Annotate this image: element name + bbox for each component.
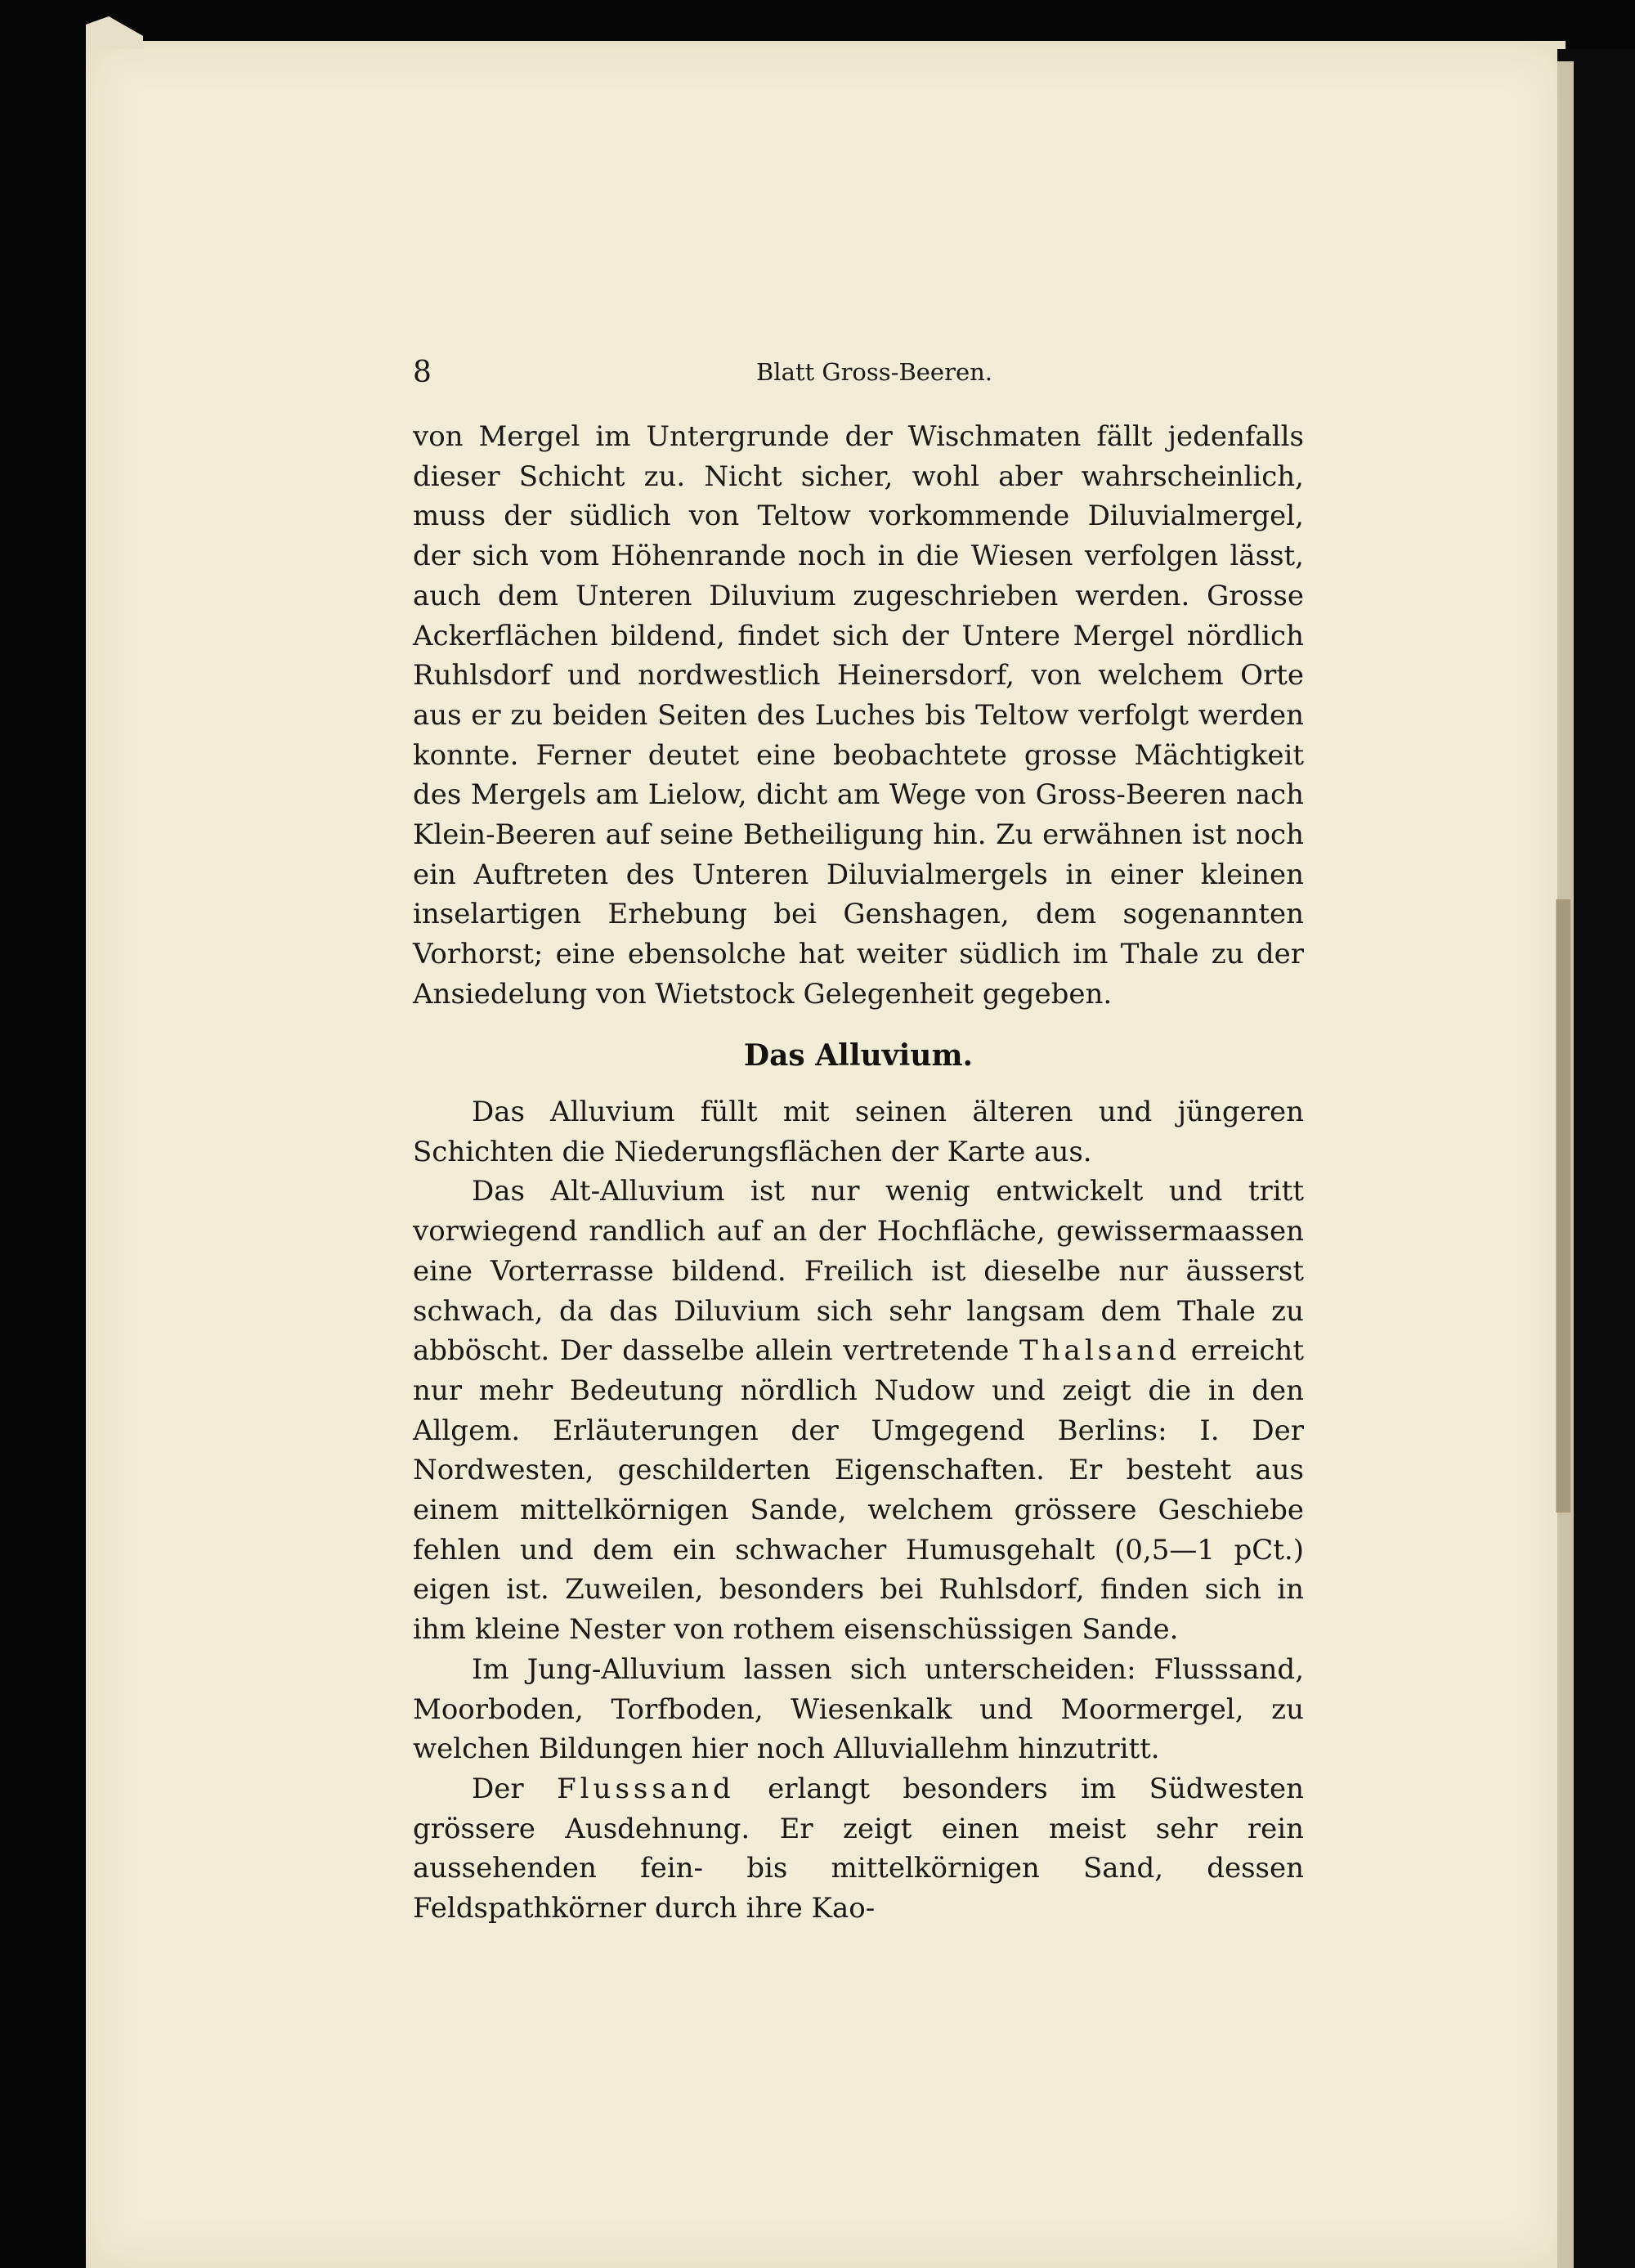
intro-paragraph: von Mergel im Untergrunde der Wischmaten fällt jedenfalls dieser Schicht zu. Nicht sicher, wohl aber wahrscheinlich, muss der südlich von Teltow vorkommende Diluvialmergel, der sich vom Höhenrande noch in die Wiesen verfolgen lässt, auch dem Unteren Diluvium zugeschrieben werden. Grosse Ackerflächen bildend, findet sich der Untere Mergel nördlich Ruhlsdorf und nordwestlich Heinersdorf, von welchem Orte aus er zu beiden Seiten des Luches bis Teltow verfolgt werden konnte. Ferner deutet eine beobachtete grosse Mächtigkeit des Mergels am Lielow, dicht am Wege von Gross-Beeren nach Klein-Beeren auf seine Betheiligung hin. Zu erwähnen ist noch ein Auftreten des Unteren Diluvialmergels in einer kleinen inselartigen Erhebung bei Genshagen, dem sogenannten Vorhorst; eine ebensolche hat weiter südlich im Thale zu der Ansiedelung von Wietstock Gelegenheit gegeben. xyxy=(413,420,1304,1011)
term-flusssand: Flusssand xyxy=(557,1772,735,1805)
body-text-top xyxy=(413,417,1304,1015)
section-heading: Das Alluvium. xyxy=(743,1038,974,1073)
paragraph-text: erlangt besonders im Südwesten grössere Ausdehnung. Er zeigt einen meist sehr rein aussehenden fein- bis mittelkörnigen Sand, dessen Feldspathkörner durch ihre Kao- xyxy=(413,1772,1304,1925)
page-number: 8 xyxy=(413,356,432,389)
page-header xyxy=(413,356,1312,397)
paragraph-text: Das Alt-Alluvium ist nur wenig entwickelt und tritt vorwiegend randlich auf an der Hochfläche, gewissermaassen eine Vorterrasse bildend. Freilich ist dieselbe nur äusserst schwach, da das Diluvium sich sehr langsam dem Thale zu abböscht. Der dasselbe allein vertretende xyxy=(413,1175,1304,1368)
body-text-section xyxy=(413,1092,1304,1929)
paragraph-alt-alluvium xyxy=(413,1172,1304,1649)
paragraph-flusssand xyxy=(413,1769,1304,1929)
paragraph-jung-alluvium: Im Jung-Alluvium lassen sich unterscheiden: Flusssand, Moorboden, Torfboden, Wiesenkalk und Moormergel, zu welchen Bildungen hier noch Alluviallehm hinzutritt. xyxy=(413,1652,1304,1766)
running-head: Blatt Gross-Beeren. xyxy=(756,358,993,386)
paragraph-text: Der xyxy=(472,1772,558,1805)
edge-stain xyxy=(1556,899,1570,1513)
paragraph-text: erreicht nur mehr Bedeutung nördlich Nudow und zeigt die in den Allgem. Erläuterungen der Umgegend Berlins: I. Der Nordwesten, geschilderten Eigenschaften. Er besteht aus einem mittelkörnigen Sande, welchem grössere Geschiebe fehlen und dem ein schwacher Humusgehalt (0,5—1 pCt.) eigen ist. Zuweilen, besonders bei Ruhlsdorf, finden sich in ihm kleine Nester von rothem eisenschüssigen Sande. xyxy=(413,1334,1304,1647)
term-thalsand: Thalsand xyxy=(1019,1334,1181,1368)
paragraph-alluvium: Das Alluvium füllt mit seinen älteren und jüngeren Schichten die Niederungsflächen der Karte aus. xyxy=(413,1096,1304,1168)
